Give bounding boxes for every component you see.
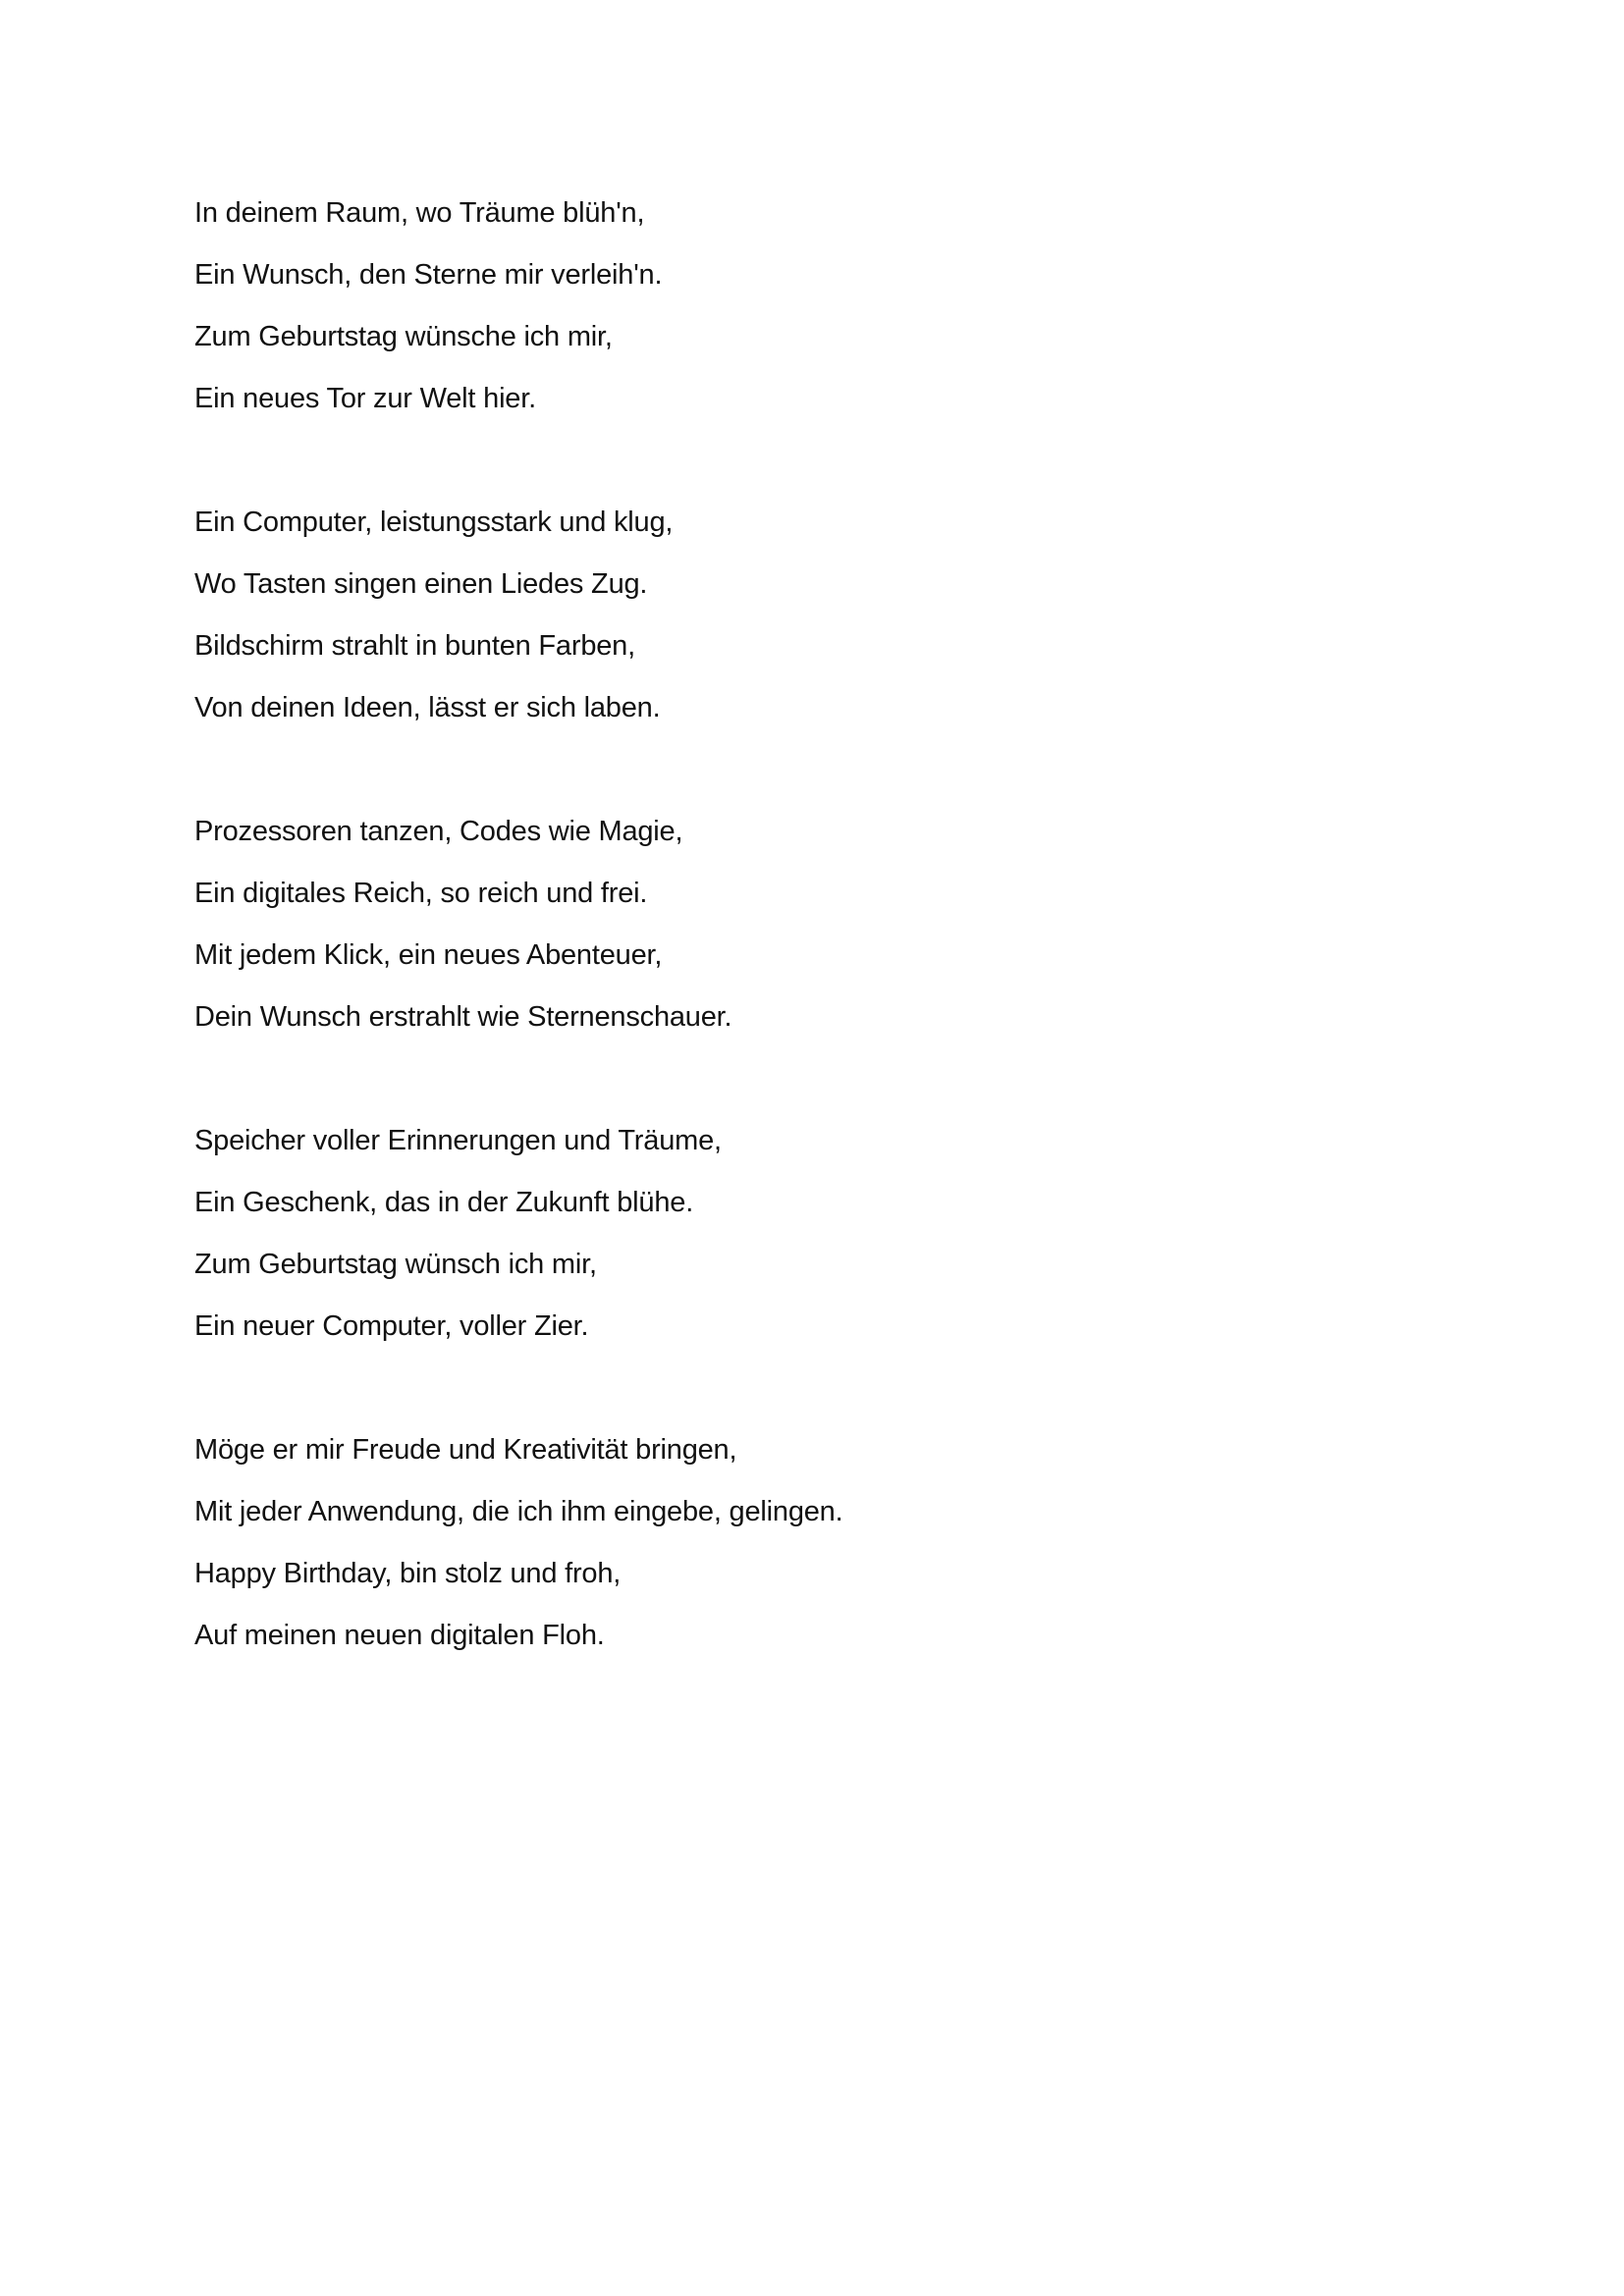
poem-line: Auf meinen neuen digitalen Floh. (194, 1620, 605, 1651)
poem-line: Ein Wunsch, den Sterne mir verleih'n. (194, 259, 663, 291)
poem-line: Ein Geschenk, das in der Zukunft blühe. (194, 1187, 694, 1218)
poem-line: Happy Birthday, bin stolz und froh, (194, 1558, 622, 1589)
poem-line: Ein Computer, leistungsstark und klug, (194, 507, 674, 538)
poem-line: Mit jedem Klick, ein neues Abenteuer, (194, 939, 663, 971)
poem-line: Zum Geburtstag wünsch ich mir, (194, 1249, 597, 1280)
stanza-1 (194, 192, 1432, 440)
poem-line: Bildschirm strahlt in bunten Farben, (194, 630, 635, 662)
poem-line: Ein neues Tor zur Welt hier. (194, 383, 536, 414)
poem-line: Ein digitales Reich, so reich und frei. (194, 878, 648, 909)
poem-line: Speicher voller Erinnerungen und Träume, (194, 1125, 722, 1156)
poem-line: Dein Wunsch erstrahlt wie Sternenschauer. (194, 1001, 732, 1033)
poem-line: Wo Tasten singen einen Liedes Zug. (194, 568, 648, 600)
stanza-5 (194, 1429, 1432, 1677)
poem-body (194, 192, 1432, 1738)
poem-line: Von deinen Ideen, lässt er sich laben. (194, 692, 661, 723)
poem-line: Möge er mir Freude und Kreativität bringen, (194, 1434, 737, 1466)
poem-line: In deinem Raum, wo Träume blüh'n, (194, 197, 645, 229)
stanza-4 (194, 1120, 1432, 1367)
poem-line: Zum Geburtstag wünsche ich mir, (194, 321, 613, 352)
stanza-3 (194, 811, 1432, 1058)
poem-line: Ein neuer Computer, voller Zier. (194, 1310, 589, 1342)
stanza-2 (194, 502, 1432, 749)
poem-line: Mit jeder Anwendung, die ich ihm eingebe, gelingen. (194, 1496, 843, 1527)
poem-line: Prozessoren tanzen, Codes wie Magie, (194, 816, 683, 847)
